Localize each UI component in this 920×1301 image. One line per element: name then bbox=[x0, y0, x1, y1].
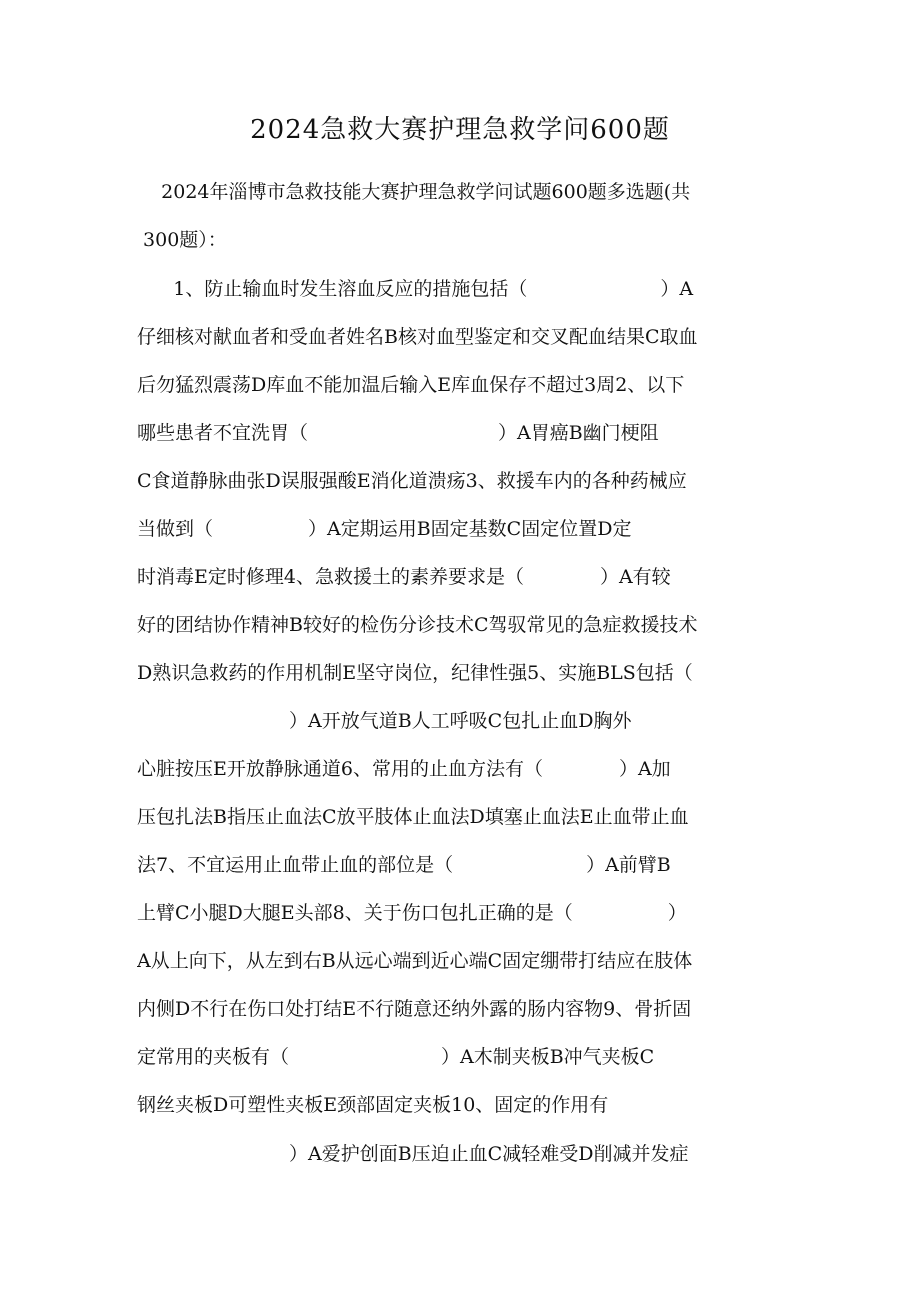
text-line: 心脏按压E开放静脉通道6、常用的止血方法有（ ）A加 bbox=[137, 758, 671, 780]
text-line: 1、防止输血时发生溶血反应的措施包括（ ）A bbox=[137, 278, 694, 300]
text-line: 2024年淄博市急救技能大赛护理急救学问试题600题多选题(共 bbox=[137, 181, 691, 203]
text-line: 钢丝夹板D可塑性夹板E颈部固定夹板10、固定的作用有 bbox=[137, 1094, 609, 1116]
text-line: C食道静脉曲张D误服强酸E消化道溃疡3、救援车内的各种药械应 bbox=[137, 470, 687, 492]
text-line: 后勿猛烈震荡D库血不能加温后输入E库血保存不超过3周2、以下 bbox=[137, 374, 685, 396]
text-line: 300题）： bbox=[137, 229, 227, 251]
text-line: 定常用的夹板有（ ）A木制夹板B冲气夹板C bbox=[137, 1046, 655, 1068]
text-line: 哪些患者不宜洗胃（ ）A胃癌B幽门梗阻 bbox=[137, 422, 659, 444]
text-line: 当做到（ ）A定期运用B固定基数C固定位置D定 bbox=[137, 518, 632, 540]
text-line: 法7、不宜运用止血带止血的部位是（ ）A前臂B bbox=[137, 854, 671, 876]
text-line: 内侧D不行在伤口处打结E不行随意还纳外露的肠内容物9、骨折固 bbox=[137, 998, 692, 1020]
text-line: 仔细核对献血者和受血者姓名B核对血型鉴定和交叉配血结果C取血 bbox=[137, 326, 698, 348]
text-line: A从上向下，从左到右B从远心端到近心端C固定绷带打结应在肢体 bbox=[137, 950, 693, 972]
text-line: ）A开放气道B人工呼吸C包扎止血D胸外 bbox=[137, 710, 632, 732]
text-line: D熟识急救药的作用机制E坚守岗位，纪律性强5、实施BLS包括（ bbox=[137, 662, 693, 684]
text-line: 压包扎法B指压止血法C放平肢体止血法D填塞止血法E止血带止血 bbox=[137, 806, 689, 828]
text-line: 好的团结协作精神B较好的检伤分诊技术C驾驭常见的急症救援技术 bbox=[137, 614, 698, 636]
page-title: 2024急救大赛护理急救学问600题 bbox=[250, 115, 670, 145]
text-line: ）A爱护创面B压迫止血C减轻难受D削减并发症 bbox=[137, 1143, 689, 1165]
text-line: 时消毒E定时修理4、急救援土的素养要求是（ ）A有较 bbox=[137, 566, 671, 588]
text-line: 上臂C小腿D大腿E头部8、关于伤口包扎正确的是（ ） bbox=[137, 902, 687, 924]
